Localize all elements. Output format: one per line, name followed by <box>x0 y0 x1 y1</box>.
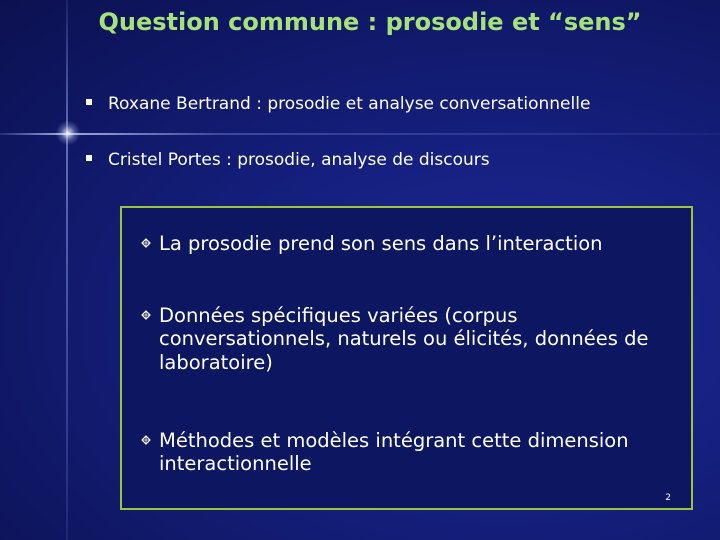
bullet-text: Cristel Portes : prosodie, analyse de discours <box>108 150 490 170</box>
box-item-text: La prosodie prend son sens dans l’interaction <box>159 232 603 255</box>
bullet-text: Roxane Bertrand : prosodie et analyse conversationnelle <box>108 94 591 114</box>
box-item-text: Méthodes et modèles intégrant cette dimension interactionnelle <box>159 429 629 476</box>
diamond-bullet-icon <box>138 433 154 449</box>
bullet-item <box>86 150 490 170</box>
square-bullet-icon <box>86 155 92 161</box>
square-bullet-icon <box>86 99 92 105</box>
diamond-bullet-icon <box>138 308 154 324</box>
decorative-vertical-line <box>66 0 68 540</box>
box-item <box>138 429 689 476</box>
box-item-text: Données spécifiques variées (corpus conversationnels, naturels ou élicités, données de laboratoire) <box>159 304 649 374</box>
decorative-star-glow <box>56 120 80 146</box>
slide-title: Question commune : prosodie et “sens” <box>98 8 642 36</box>
bullet-item <box>86 94 590 114</box>
decorative-horizontal-line <box>0 133 720 135</box>
box-item <box>138 232 689 255</box>
highlight-box <box>120 206 693 510</box>
page-number: 2 <box>665 493 671 503</box>
box-item <box>138 304 689 374</box>
diamond-bullet-icon <box>138 236 154 252</box>
